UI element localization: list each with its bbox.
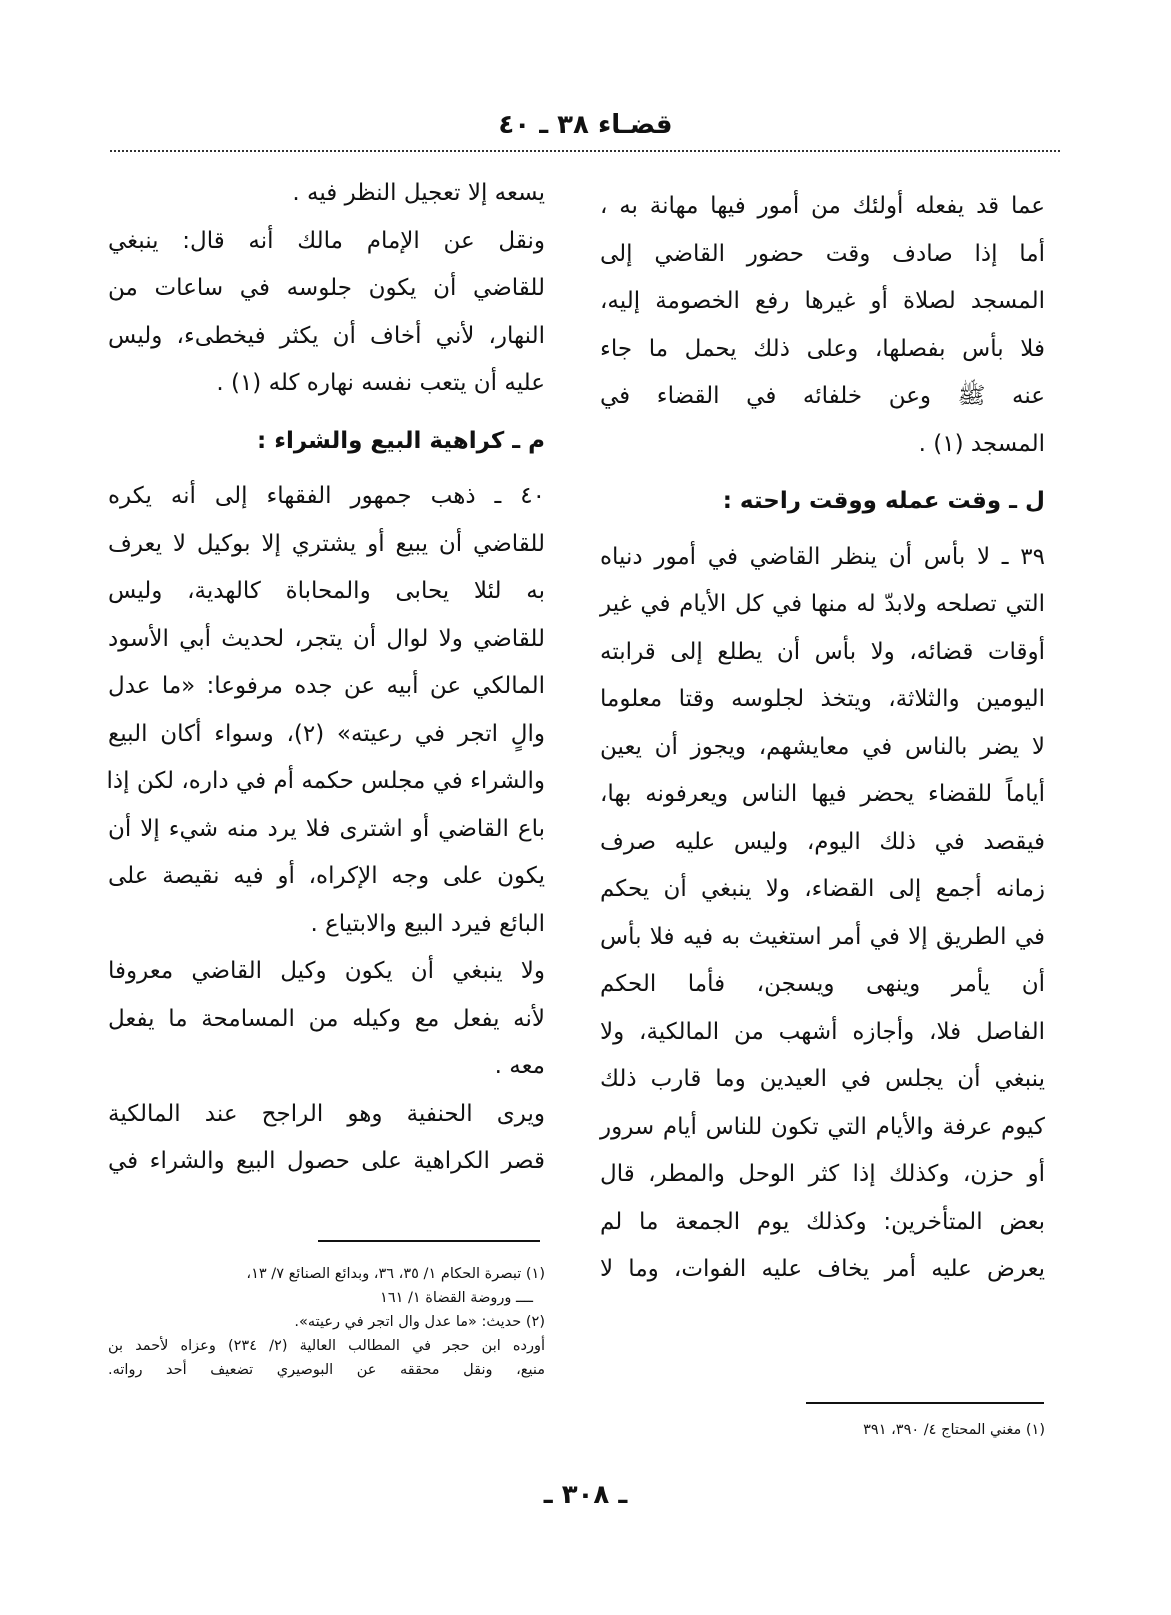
text-line: عما قد يفعله أولئك من أمور فيها مهانة به ، — [600, 193, 1045, 219]
footnote-line: (١) تبصرة الحكام ١/ ٣٥، ٣٦، وبدائع الصنائع ٧/ ١٣، — [246, 1266, 545, 1282]
left-text-column — [108, 170, 545, 1186]
running-header: قضـاء ٣٨ ـ ٤٠ — [498, 110, 673, 140]
text-line: معه . — [494, 1053, 545, 1079]
text-line: لا يضر بالناس في معايشهم، ويجوز أن يعين — [600, 733, 1045, 760]
text-line: قصر الكراهية على حصول البيع والشراء في — [108, 1148, 545, 1174]
footnotes-right — [600, 1418, 1045, 1442]
text-line: زمانه أجمع إلى القضاء، ولا ينبغي أن يحكم — [600, 876, 1045, 902]
text-line: بعض المتأخرين: وكذلك يوم الجمعة ما لم — [600, 1208, 1045, 1235]
footnotes-left — [108, 1262, 545, 1382]
text-line: للقاضي ولا لوال أن يتجر، لحديث أبي الأسود — [108, 625, 545, 652]
footnote-line: (٢) حديث: «ما عدل وال اتجر في رعيته». — [294, 1314, 545, 1330]
section-heading: م ـ كراهية البيع والشراء : — [257, 427, 545, 454]
text-line: فلا بأس بفصلها، وعلى ذلك يحمل ما جاء — [600, 335, 1045, 362]
text-line: يسعه إلا تعجيل النظر فيه . — [292, 180, 545, 206]
footnote-rule-right — [806, 1402, 1044, 1404]
text-line: الفاصل فلا، وأجازه أشهب من المالكية، ولا — [600, 1018, 1045, 1045]
footnote-rule-left — [318, 1240, 540, 1242]
text-line: كيوم عرفة والأيام التي تكون للناس أيام سرور — [600, 1113, 1045, 1140]
text-line: والٍ اتجر في رعيته» (٢)، وسواء أكان البيع — [108, 720, 545, 747]
text-line: أو حزن، وكذلك إذا كثر الوحل والمطر، قال — [600, 1161, 1045, 1187]
text-line: فيقصد في ذلك اليوم، وليس عليه صرف — [600, 828, 1045, 855]
text-line: أن يأمر وينهى ويسجن، فأما الحكم — [600, 971, 1045, 997]
text-line: يكون على وجه الإكراه، أو فيه نقيصة على — [108, 863, 545, 889]
text-line: المسجد (١) . — [918, 430, 1045, 457]
text-line: في الطريق إلا في أمر استغيث به فيه فلا بأس — [600, 923, 1045, 950]
text-line: ٣٩ ـ لا بأس أن ينظر القاضي في أمور دنياه — [600, 543, 1045, 570]
text-line: لأنه يفعل مع وكيله من المسامحة ما يفعل — [108, 1005, 545, 1032]
text-line: أياماً للقضاء يحضر فيها الناس ويعرفونه بها، — [600, 781, 1045, 807]
page-number: ـ ٣٠٨ ـ — [543, 1480, 628, 1510]
text-line: أما إذا صادف وقت حضور القاضي إلى — [600, 240, 1045, 267]
footnote-line: ــــ وروضة القضاة ١/ ١٦١ — [380, 1290, 533, 1306]
text-line: المسجد لصلاة أو غيرها رفع الخصومة إليه، — [600, 288, 1045, 314]
text-line: النهار، لأني أخاف أن يكثر فيخطىء، وليس — [108, 322, 545, 349]
text-line: ينبغي أن يجلس في العيدين وما قارب ذلك — [600, 1066, 1045, 1092]
text-line: يعرض عليه أمر يخاف عليه الفوات، وما لا — [600, 1256, 1045, 1282]
right-text-column — [600, 183, 1045, 1294]
header-dotted-divider — [110, 150, 1060, 152]
text-line: عليه أن يتعب نفسه نهاره كله (١) . — [216, 370, 545, 396]
text-line: ونقل عن الإمام مالك أنه قال: ينبغي — [108, 227, 545, 254]
text-line: للقاضي أن يبيع أو يشتري إلا بوكيل لا يعرف — [108, 530, 545, 557]
text-line: ٤٠ ـ ذهب جمهور الفقهاء إلى أنه يكره — [108, 483, 545, 509]
text-line: المالكي عن أبيه عن جده مرفوعا: «ما عدل — [108, 673, 545, 699]
text-line: ويرى الحنفية وهو الراجح عند المالكية — [108, 1100, 545, 1127]
footnote-line: منيع، ونقل محققه عن البوصيري تضعيف أحد رواته. — [108, 1362, 545, 1378]
text-line: البائع فيرد البيع والابتياع . — [310, 910, 545, 937]
text-line: ولا ينبغي أن يكون وكيل القاضي معروفا — [108, 958, 545, 984]
text-line: باع القاضي أو اشترى فلا يرد منه شيء إلا أن — [108, 815, 545, 842]
section-heading: ل ـ وقت عمله ووقت راحته : — [722, 488, 1045, 514]
footnote-line: أورده ابن حجر في المطالب العالية (٢/ ٢٣٤) وعزاه لأحمد بن — [108, 1338, 545, 1354]
text-line: التي تصلحه ولابدّ له منها في كل الأيام في غير — [600, 591, 1045, 617]
text-line: عنه ﷺ وعن خلفائه في القضاء في — [600, 383, 1045, 409]
footnote-line: (١) مغني المحتاج ٤/ ٣٩٠، ٣٩١ — [863, 1422, 1045, 1438]
text-line: أوقات قضائه، ولا بأس أن يطلع إلى قرابته — [600, 638, 1045, 665]
text-line: للقاضي أن يكون جلوسه في ساعات من — [108, 275, 545, 301]
text-line: والشراء في مجلس حكمه أم في داره، لكن إذا — [106, 768, 545, 794]
text-line: اليومين والثلاثة، ويتخذ لجلوسه وقتا معلوما — [600, 686, 1045, 712]
text-line: به لئلا يحابى والمحاباة كالهدية، وليس — [108, 578, 545, 604]
